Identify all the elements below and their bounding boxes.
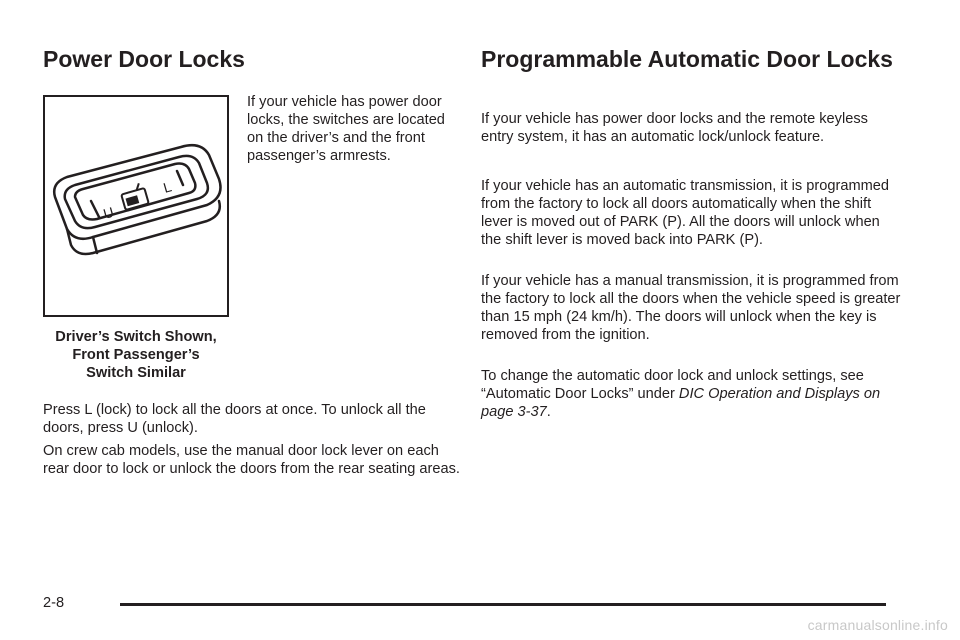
footer-rule xyxy=(120,603,886,606)
door-lock-switch-figure xyxy=(43,95,229,317)
switch-label-l: L xyxy=(161,178,174,196)
sentence-end: . xyxy=(546,404,551,420)
switch-label-u: U xyxy=(101,203,116,222)
figure-caption xyxy=(43,328,229,382)
caption-line: Front Passenger’s xyxy=(72,347,200,363)
automatic-transmission-paragraph: If your vehicle has an automatic transmission, it is programmed from the factory to lock all doors automatically when the shift lever is moved out of PARK (P). All the doors will unlock when the shift lever is moved back into PARK (P). xyxy=(481,178,889,248)
lock-instructions-paragraph: Press L (lock) to lock all the doors at once. To unlock all the doors, press U (unlock). xyxy=(43,402,426,436)
section-heading-power-door-locks: Power Door Locks xyxy=(43,46,245,72)
page-number: 2-8 xyxy=(43,595,65,611)
manual-transmission-paragraph: If your vehicle has a manual transmission, it is programmed from the factory to lock all the doors when the vehicle speed is greater than 15 mph (24 km/h). The doors will unlock when the key is removed from the ignition. xyxy=(481,273,901,343)
section-heading-programmable-locks: Programmable Automatic Door Locks xyxy=(481,46,893,72)
switch-location-text: If your vehicle has power door locks, the switches are located on the driver’s and the front passenger’s armrests. xyxy=(247,94,445,164)
auto-lock-feature-paragraph: If your vehicle has power door locks and the remote keyless entry system, it has an automatic lock/unlock feature. xyxy=(481,111,868,145)
dic-reference-link: DIC Operation and Displays on page 3-37 xyxy=(481,386,881,420)
door-lock-switch-icon xyxy=(45,97,227,315)
crew-cab-paragraph: On crew cab models, use the manual door lock lever on each rear door to lock or unlock the doors from the rear seating areas. xyxy=(43,443,460,477)
watermark: carmanualsonline.info xyxy=(807,617,948,633)
caption-line: Driver’s Switch Shown, xyxy=(55,329,217,345)
change-settings-text: To change the automatic door lock and unlock settings, see “Automatic Door Locks” under xyxy=(481,368,864,402)
caption-line: Switch Similar xyxy=(86,365,186,381)
change-settings-paragraph xyxy=(481,367,901,421)
